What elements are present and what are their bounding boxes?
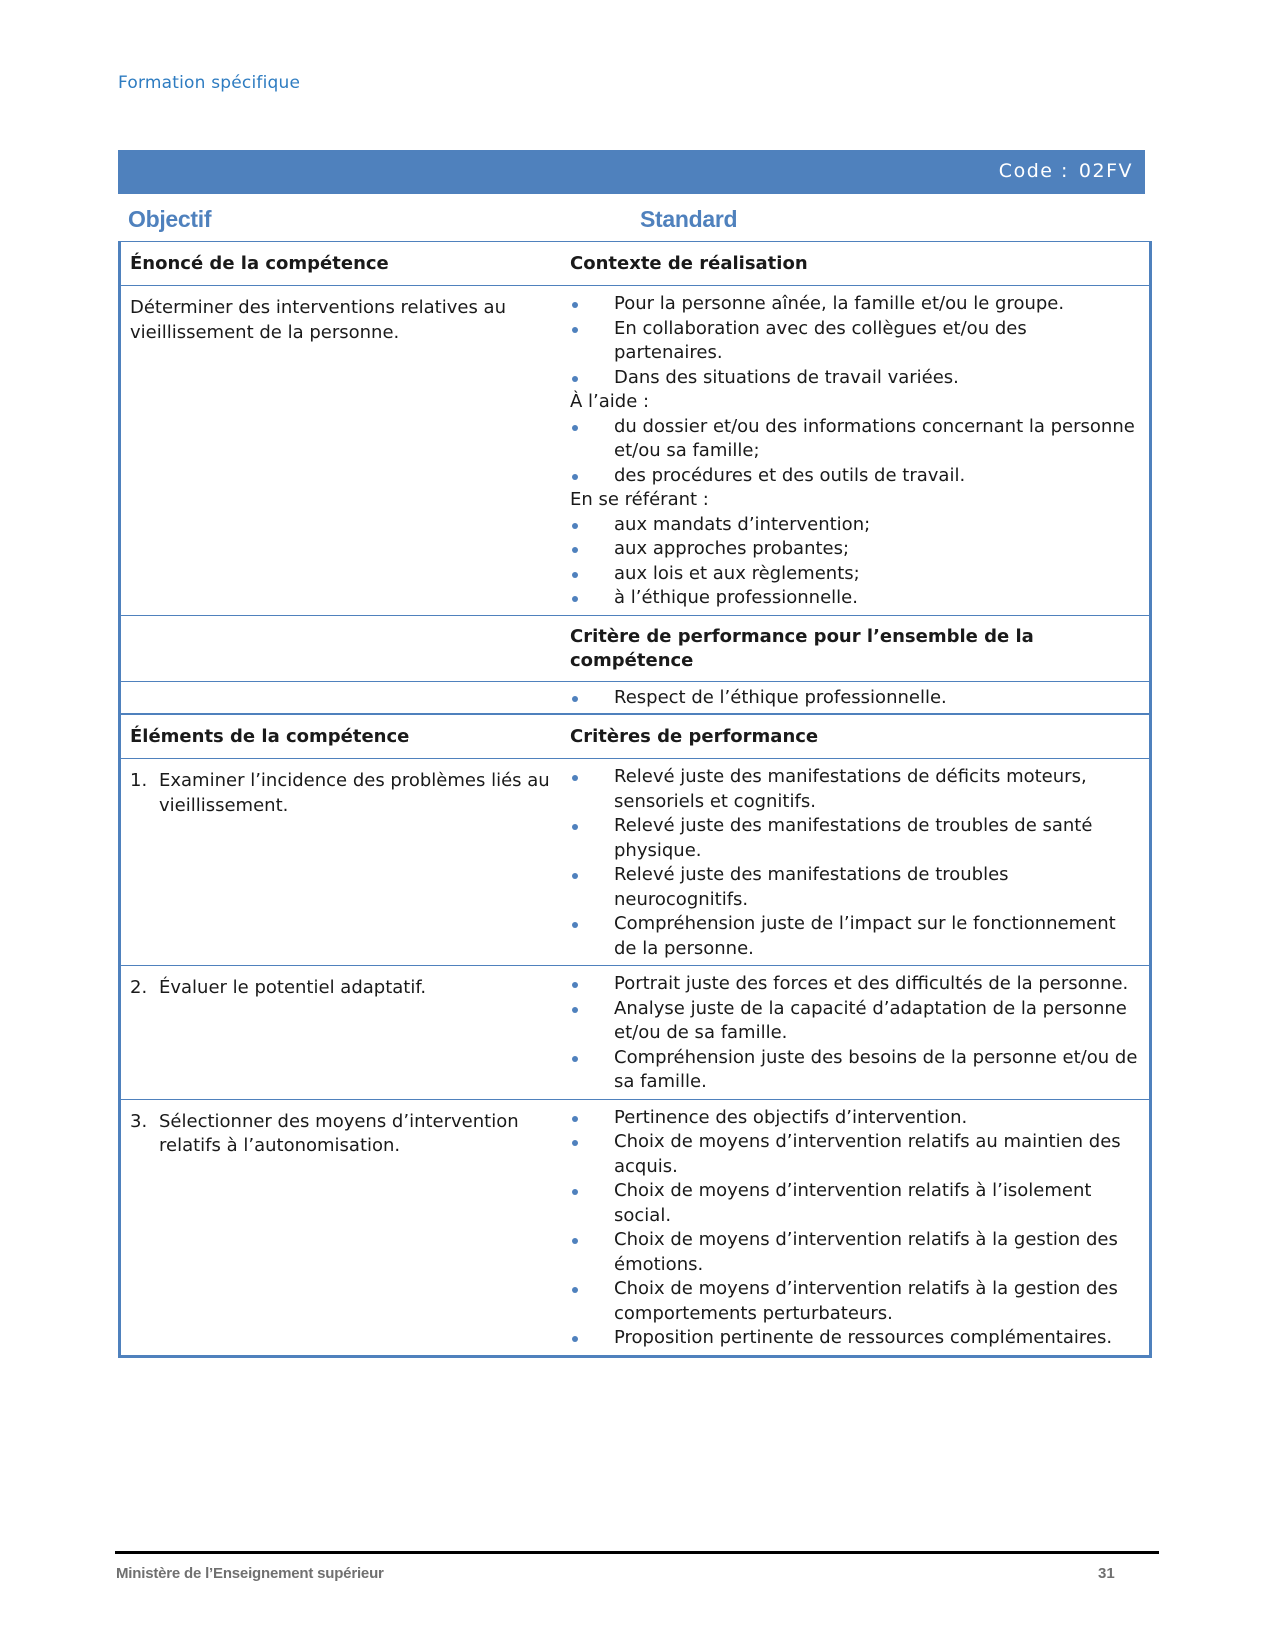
bullet-dot-icon <box>572 547 578 553</box>
competence-table <box>118 241 1152 1358</box>
element-list <box>130 769 550 818</box>
criteres-header: Critères de performance <box>560 714 1151 759</box>
list-item: Pertinence des objectifs d’intervention. <box>570 1106 1139 1131</box>
list-item: aux approches probantes; <box>570 537 1139 562</box>
bullet-dot-icon <box>572 1007 578 1013</box>
code-text <box>999 160 1133 182</box>
list-item: Relevé juste des manifestations de troubles neurocognitifs. <box>570 863 1139 912</box>
list-item: Proposition pertinente de ressources complémentaires. <box>570 1326 1139 1351</box>
bullet-dot-icon <box>572 696 578 702</box>
list-item: Portrait juste des forces et des difficultés de la personne. <box>570 972 1139 997</box>
list-item: Relevé juste des manifestations de déficits moteurs, sensoriels et cognitifs. <box>570 765 1139 814</box>
list-item: aux mandats d’intervention; <box>570 513 1139 538</box>
contexte-cell <box>560 286 1151 616</box>
list-item: Choix de moyens d’intervention relatifs à la gestion des émotions. <box>570 1228 1139 1277</box>
list-item: Compréhension juste de l’impact sur le fonctionnement de la personne. <box>570 912 1139 961</box>
element-item: 1. Examiner l’incidence des problèmes liés au vieillissement. <box>130 770 550 816</box>
bullet-dot-icon <box>572 982 578 988</box>
bullet-dot-icon <box>572 376 578 382</box>
criteria-cell <box>560 966 1151 1100</box>
code-value: 02FV <box>1078 160 1133 182</box>
element-cell <box>120 966 561 1100</box>
bullet-dot-icon <box>572 824 578 830</box>
list-item: des procédures et des outils de travail. <box>570 464 1139 489</box>
column-titles <box>118 206 1152 240</box>
list-item: du dossier et/ou des informations concernant la personne et/ou sa famille; <box>570 415 1139 464</box>
bullet-dot-icon <box>572 596 578 602</box>
list-item: Choix de moyens d’intervention relatifs au maintien des acquis. <box>570 1130 1139 1179</box>
criteria-cell <box>560 759 1151 966</box>
criteria-cell <box>560 1099 1151 1356</box>
table-row <box>120 759 1151 966</box>
table-row <box>120 1099 1151 1356</box>
list-item: Respect de l’éthique professionnelle. <box>570 686 1139 711</box>
bullet-dot-icon <box>572 1238 578 1244</box>
aide-list <box>570 415 1139 489</box>
element-item: 3. Sélectionner des moyens d’intervention relatifs à l’autonomisation. <box>130 1110 519 1156</box>
code-label: Code : <box>998 160 1069 182</box>
list-item: Pour la personne aînée, la famille et/ou le groupe. <box>570 292 1139 317</box>
page-number: 31 <box>1098 1565 1115 1582</box>
element-cell <box>120 759 561 966</box>
list-item: Choix de moyens d’intervention relatifs à la gestion des comportements perturbateurs. <box>570 1277 1139 1326</box>
bullet-dot-icon <box>572 1336 578 1342</box>
bullet-dot-icon <box>572 327 578 333</box>
table-row <box>120 286 1151 616</box>
list-item: Choix de moyens d’intervention relatifs à l’isolement social. <box>570 1179 1139 1228</box>
bullet-dot-icon <box>572 1116 578 1122</box>
empty-cell <box>120 681 561 714</box>
elements-header: Éléments de la compétence <box>120 714 561 759</box>
overall-criteria-cell <box>560 681 1151 714</box>
bullet-dot-icon <box>572 1140 578 1146</box>
overall-criteria-header: Critère de performance pour l’ensemble de la compétence <box>560 615 1151 681</box>
list-item: à l’éthique professionnelle. <box>570 586 1139 611</box>
overall-criteria-header-row <box>120 615 1151 681</box>
criteria-list <box>570 1106 1139 1351</box>
context-intro-list <box>570 292 1139 390</box>
bullet-dot-icon <box>572 523 578 529</box>
referant-list <box>570 513 1139 611</box>
element-list <box>130 976 550 1001</box>
list-item: Relevé juste des manifestations de troubles de santé physique. <box>570 814 1139 863</box>
aide-label: À l’aide : <box>570 391 650 412</box>
table-row <box>120 966 1151 1100</box>
competence-statement: Déterminer des interventions relatives au vieillissement de la personne. <box>120 286 561 616</box>
overall-criteria-row <box>120 681 1151 714</box>
table-header-row <box>120 242 1151 286</box>
criteria-list <box>570 765 1139 961</box>
element-list <box>130 1110 550 1159</box>
list-item: Compréhension juste des besoins de la personne et/ou de sa famille. <box>570 1046 1139 1095</box>
bullet-dot-icon <box>572 775 578 781</box>
overall-criteria-list <box>570 686 1139 711</box>
elements-header-row <box>120 714 1151 759</box>
bullet-dot-icon <box>572 474 578 480</box>
empty-cell <box>120 615 561 681</box>
list-item: aux lois et aux règlements; <box>570 562 1139 587</box>
list-item: Analyse juste de la capacité d’adaptation de la personne et/ou de sa famille. <box>570 997 1139 1046</box>
bullet-dot-icon <box>572 1189 578 1195</box>
element-cell <box>120 1099 561 1356</box>
bullet-dot-icon <box>572 1056 578 1062</box>
element-item: 2. Évaluer le potentiel adaptatif. <box>130 977 427 998</box>
list-item: En collaboration avec des collègues et/ou des partenaires. <box>570 317 1139 366</box>
footer-rule <box>115 1551 1159 1554</box>
contexte-header: Contexte de réalisation <box>560 242 1151 286</box>
objectif-title: Objectif <box>128 206 212 232</box>
criteria-list <box>570 972 1139 1095</box>
bullet-dot-icon <box>572 922 578 928</box>
running-head: Formation spécifique <box>118 73 301 93</box>
bullet-dot-icon <box>572 1287 578 1293</box>
referant-label: En se référant : <box>570 489 709 510</box>
bullet-dot-icon <box>572 302 578 308</box>
bullet-dot-icon <box>572 572 578 578</box>
bullet-dot-icon <box>572 425 578 431</box>
code-band <box>118 150 1145 194</box>
standard-title: Standard <box>640 206 738 232</box>
list-item: Dans des situations de travail variées. <box>570 366 1139 391</box>
bullet-dot-icon <box>572 873 578 879</box>
enonce-header: Énoncé de la compétence <box>120 242 561 286</box>
footer-publisher: Ministère de l’Enseignement supérieur <box>116 1565 384 1582</box>
